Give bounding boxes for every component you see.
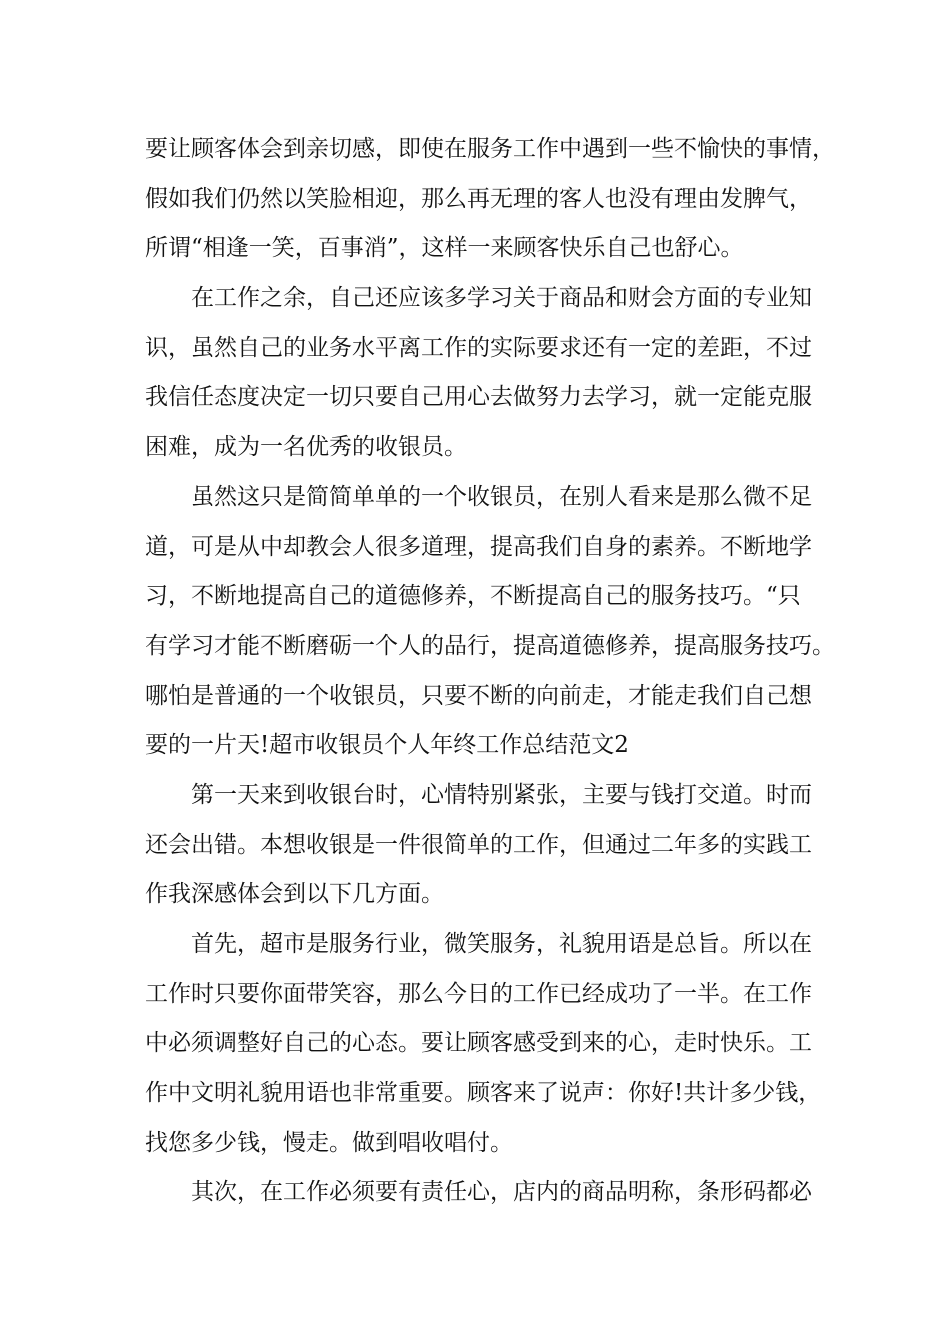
text-line: 在工作之余，自己还应该多学习关于商品和财会方面的专业知 [191,285,812,312]
text-line: 虽然这只是简简单单的一个收银员，在别人看来是那么微不足 [191,483,812,510]
text-line: 首先，超市是服务行业，微笑服务，礼貌用语是总旨。所以在 [191,931,812,957]
text-line: 识，虽然自己的业务水平离工作的实际要求还有一定的差距，不过 [145,334,812,361]
text-line: 哪怕是普通的一个收银员，只要不断的向前走，才能走我们自己想 [145,682,812,709]
text-line: 其次，在工作必须要有责任心，店内的商品明称，条形码都必 [191,1179,812,1206]
text-line: 中必须调整好自己的心态。要让顾客感受到来的心，走时快乐。工 [145,1030,812,1057]
text-line: 作中文明礼貌用语也非常重要。顾客来了说声：你好!共计多少钱， [145,1080,822,1107]
text-line: 困难，成为一名优秀的收银员。 [145,434,467,461]
text-line: 还会出错。本想收银是一件很简单的工作，但通过二年多的实践工 [145,831,812,858]
text-line: 工作时只要你面带笑容，那么今日的工作已经成功了一半。在工作 [145,980,812,1007]
text-line: 习，不断地提高自己的道德修养，不断提高自己的服务技巧。“只 [145,583,801,610]
text-line: 我信任态度决定一切只要自己用心去做努力去学习，就一定能克服 [145,384,812,411]
text-line: 要的一片天!超市收银员个人年终工作总结范文2 [145,732,629,759]
text-line: 所谓“相逢一笑，百事消”，这样一来顾客快乐自己也舒心。 [145,235,744,262]
text-line: 找您多少钱，慢走。做到唱收唱付。 [145,1129,513,1156]
text-line: 要让顾客体会到亲切感，即使在服务工作中遇到一些不愉快的事情， [145,136,835,162]
text-line: 作我深感体会到以下几方面。 [145,881,444,908]
text-line: 第一天来到收银台时，心情特别紧张，主要与钱打交道。时而 [191,781,812,808]
document-body [145,128,835,1221]
text-line: 假如我们仍然以笑脸相迎，那么再无理的客人也没有理由发脾气， [145,185,812,212]
text-line: 道，可是从中却教会人很多道理，提高我们自身的素养。不断地学 [145,533,812,560]
text-line: 有学习才能不断磨砺一个人的品行，提高道德修养，提高服务技巧。 [145,632,835,659]
